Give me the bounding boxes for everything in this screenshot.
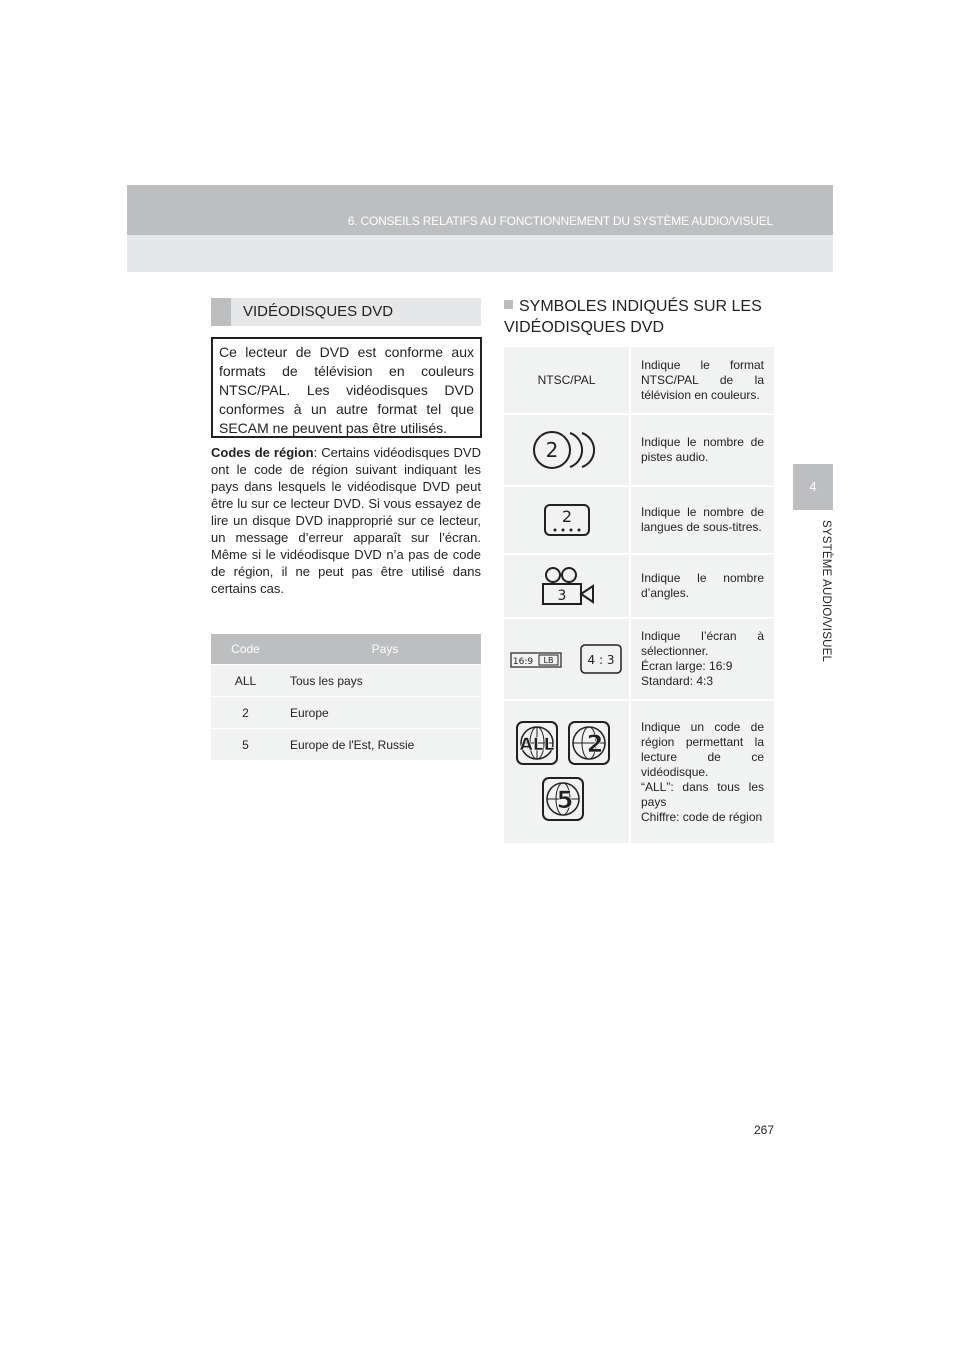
region-5-label: 5 <box>556 786 573 814</box>
table-row <box>504 414 774 486</box>
ntsc-pal-label: NTSC/PAL <box>537 373 596 387</box>
subtitles-number: 2 <box>561 507 572 526</box>
table-cell-code: 2 <box>211 697 280 729</box>
page-number: 267 <box>753 1123 774 1137</box>
heading-square-icon <box>504 300 513 309</box>
symbols-table <box>504 347 774 845</box>
table-cell-code: 5 <box>211 729 280 761</box>
audio-tracks-icon <box>532 429 602 471</box>
region-code-text: : Certains vidéodisques DVD ont le code de région suivant indiquant les pays dans lesquels le vidéodisque DVD peut être lu sur ce lecteur DVD. Si vous essayez de lire un disque DVD inapproprié sur ce lecteur, un message d’erreur apparaît sur l’écran. Même si le vidéodisque DVD n’a pas de code de région, il ne peut pas être utilisé dans certains cas. <box>211 445 481 596</box>
symbol-cell <box>504 414 630 486</box>
letterbox-label: LB <box>543 656 553 665</box>
region-code-paragraph <box>211 444 481 597</box>
symbol-description: Indique le nombre de pistes audio. <box>630 414 774 486</box>
symbol-description: Indique le nombre d’angles. <box>630 554 774 618</box>
subtitles-icon <box>543 503 591 537</box>
table-header-country: Pays <box>280 634 481 665</box>
chapter-heading: 6. CONSEILS RELATIFS AU FONCTIONNEMENT DU SYSTÈME AUDIO/VISUEL <box>347 214 773 228</box>
section-heading-dvd <box>211 298 481 326</box>
table-row <box>211 729 481 761</box>
audio-tracks-number: 2 <box>545 438 558 462</box>
table-cell-country: Tous les pays <box>280 665 481 697</box>
table-row <box>504 486 774 554</box>
screen-format-icon <box>509 642 625 676</box>
section-marker <box>211 298 231 326</box>
region-code-term: Codes de région <box>211 445 314 460</box>
table-cell-country: Europe de l'Est, Russie <box>280 729 481 761</box>
chapter-tab: 4 <box>793 464 833 510</box>
standard-label: 4 : 3 <box>587 653 614 667</box>
description-line: Chiffre: code de région <box>641 809 763 824</box>
symbol-description: Indique le nombre de langues de sous-titres. <box>630 486 774 554</box>
description-line: Indique l’écran à sélectionner. <box>641 629 764 658</box>
table-row <box>504 554 774 618</box>
region-2-label: 2 <box>586 730 603 758</box>
description-line: Standard: 4:3 <box>641 674 714 688</box>
info-box: Ce lecteur de DVD est conforme aux formats de télévision en couleurs NTSC/PAL. Les vidéodisques DVD conformes à un autre format tel que SECAM ne peuvent pas être utilisés. <box>211 337 482 438</box>
description-line: “ALL”: dans tous les pays <box>641 779 764 809</box>
symbols-heading <box>504 296 774 338</box>
symbol-description <box>630 700 774 844</box>
table-row <box>504 700 774 844</box>
symbol-cell <box>504 554 630 618</box>
table-row <box>211 697 481 729</box>
symbols-title: SYMBOLES INDIQUÉS SUR LES VIDÉODISQUES DVD <box>504 298 762 336</box>
table-header-code: Code <box>211 634 280 665</box>
table-row <box>504 347 774 414</box>
region-globe-icon <box>515 720 619 824</box>
symbol-description: Indique le format NTSC/PAL de la télévision en couleurs. <box>630 347 774 414</box>
region-code-table <box>211 634 481 760</box>
header-subband <box>127 235 833 272</box>
symbol-cell <box>504 618 630 700</box>
description-line: Indique un code de région permettant la lecture de ce vidéodisque. <box>641 719 764 779</box>
table-row <box>504 618 774 700</box>
angles-number: 3 <box>557 588 566 604</box>
camera-angles-icon <box>539 566 595 606</box>
widescreen-label: 16:9 <box>512 657 533 667</box>
description-line: Écran large: 16:9 <box>641 659 733 673</box>
region-all-label: ALL <box>519 735 554 755</box>
table-cell-code: ALL <box>211 665 280 697</box>
table-header-row <box>211 634 481 665</box>
section-title: VIDÉODISQUES DVD <box>243 303 394 320</box>
chapter-label: SYSTÈME AUDIO/VISUEL <box>820 520 832 663</box>
symbol-cell <box>504 700 630 844</box>
table-cell-country: Europe <box>280 697 481 729</box>
table-row <box>211 665 481 697</box>
symbol-cell <box>504 486 630 554</box>
symbol-cell <box>504 347 630 414</box>
symbol-description <box>630 618 774 700</box>
header-band <box>127 185 833 235</box>
